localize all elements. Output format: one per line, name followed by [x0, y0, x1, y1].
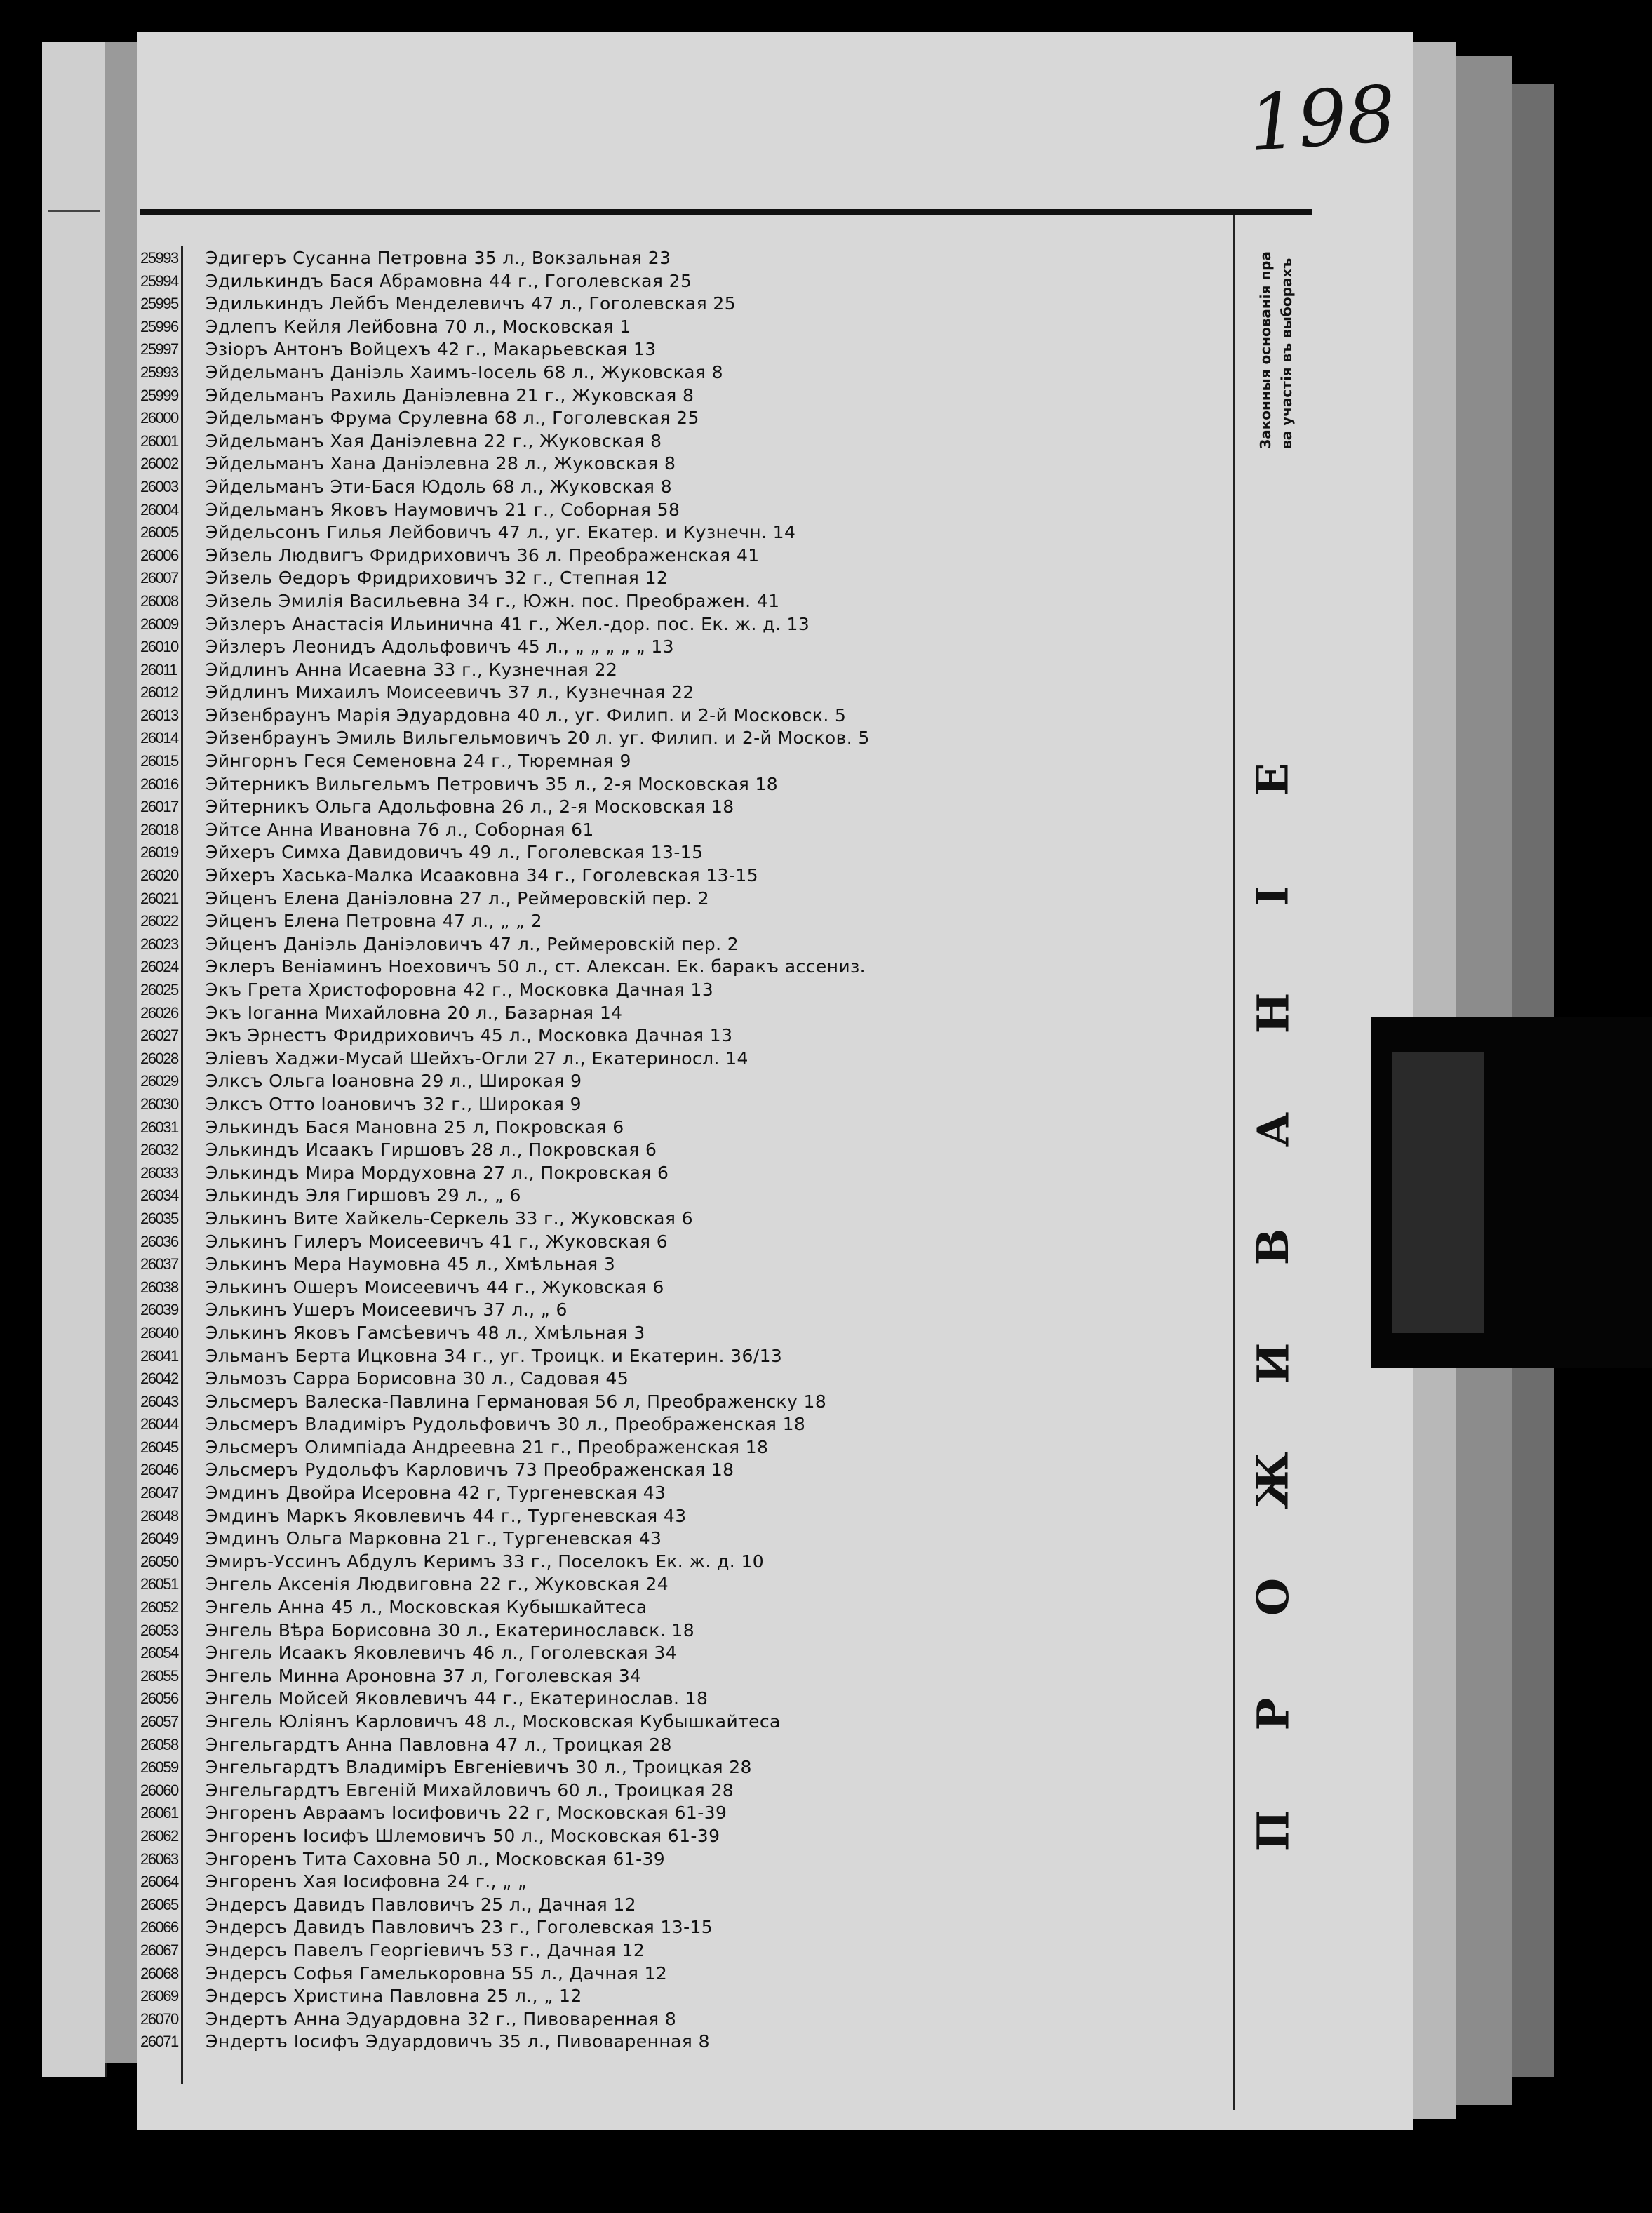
list-item: [140, 1871, 1235, 1894]
entry-number: 26016: [140, 775, 178, 793]
list-item: [140, 1322, 1235, 1345]
side-column-header: [1256, 218, 1305, 449]
entry-text: Эйдлинъ Анна Исаевна 33 г., Кузнечная 22: [206, 659, 618, 680]
list-item: [140, 1985, 1235, 2008]
entry-text: Элькинъ Мера Наумовна 45 л., Хмѣльная 3: [206, 1254, 616, 1275]
entry-text: Энгельгардтъ Евгеній Михайловичъ 60 л., Троицкая 28: [206, 1779, 734, 1800]
entry-text: Элькиндъ Мира Мордуховна 27 л., Покровская 6: [206, 1162, 669, 1183]
entry-text: Эйзенбраунъ Марія Эдуардовна 40 л., уг. Филип. и 2-й Московск. 5: [206, 704, 847, 726]
entry-number: 26030: [140, 1095, 178, 1113]
entry-number: 26018: [140, 820, 178, 838]
list-item: [140, 247, 1235, 270]
entry-text: Эндерсъ Давидъ Павловичъ 25 л., Дачная 12: [206, 1894, 636, 1915]
list-item: [140, 1436, 1235, 1459]
list-item: [140, 636, 1235, 659]
entry-text: Энгель Минна Ароновна 37 л, Гоголевская 34: [206, 1665, 642, 1686]
entry-number: 26022: [140, 912, 178, 930]
list-item: [140, 544, 1235, 568]
list-item: [140, 1939, 1235, 1963]
list-item: [140, 567, 1235, 590]
entry-text: Эйценъ Даніэль Даніэловичъ 47 л., Реймеровскій пер. 2: [206, 933, 739, 954]
entry-number: 26067: [140, 1941, 178, 1959]
entry-number: 26001: [140, 432, 178, 450]
list-item: [140, 316, 1235, 339]
entry-text: Энгель Юліянъ Карловичъ 48 л., Московская Кубышкайтеса: [206, 1711, 781, 1732]
entry-number: 26008: [140, 591, 178, 610]
entry-number: 26052: [140, 1598, 178, 1617]
entry-text: Эйзенбраунъ Эмиль Вильгельмовичъ 20 л. уг. Филип. и 2-й Москов. 5: [206, 728, 870, 749]
list-item: [140, 1299, 1235, 1322]
list-item: [140, 1139, 1235, 1162]
table-top-rule: [140, 209, 1312, 215]
entry-text: Эйзель Өедоръ Фридриховичъ 32 г., Степная 12: [206, 568, 669, 589]
entry-number: 26065: [140, 1895, 178, 1913]
list-item: [140, 1368, 1235, 1391]
entry-text: Эмиръ-Уссинъ Абдулъ Керимъ 33 г., Поселокъ Ек. ж. д. 10: [206, 1551, 765, 1572]
entry-number: 26062: [140, 1826, 178, 1845]
side-word-letter: Р: [1247, 1697, 1298, 1730]
entry-number: 26015: [140, 752, 178, 770]
entry-number: 26056: [140, 1690, 178, 1708]
binder-clip-highlight: [1392, 1052, 1484, 1333]
entry-number: 26028: [140, 1049, 178, 1067]
entry-text: Энгоренъ Авраамъ Іосифовичъ 22 г, Московская 61-39: [206, 1803, 727, 1824]
list-item: [140, 1711, 1235, 1734]
entry-text: Эйценъ Елена Петровна 47 л., „ „ 2: [206, 911, 542, 932]
list-item: [140, 1345, 1235, 1368]
entry-text: Эзіоръ Антонъ Войцехъ 42 г., Макарьевская 13: [206, 339, 657, 360]
entry-number: 25993: [140, 249, 178, 267]
list-item: [140, 1276, 1235, 1299]
list-item: [140, 1002, 1235, 1025]
entry-number: 26045: [140, 1438, 178, 1456]
list-item: [140, 659, 1235, 682]
side-word-letter: І: [1247, 885, 1298, 907]
side-column-word: [1249, 758, 1298, 1852]
entry-number: 26005: [140, 523, 178, 542]
handwritten-page-number: 198: [1245, 68, 1399, 169]
entry-number: 26059: [140, 1758, 178, 1777]
list-item: [140, 704, 1235, 728]
entry-number: 26060: [140, 1781, 178, 1799]
entry-text: Эльмозъ Сарра Борисовна 30 л., Садовая 45: [206, 1368, 629, 1389]
entry-text: Энгоренъ Тита Саховна 50 л., Московская 61-39: [206, 1848, 666, 1869]
list-item: [140, 1894, 1235, 1917]
list-item: [140, 727, 1235, 750]
entry-number: 26027: [140, 1027, 178, 1045]
entry-text: Эйдельманъ Рахиль Даніэлевна 21 г., Жуковская 8: [206, 385, 694, 406]
entry-text: Энгель Аксенія Людвиговна 22 г., Жуковская 24: [206, 1574, 669, 1595]
list-item: [140, 2008, 1235, 2031]
entry-text: Эйдлинъ Михаилъ Моисеевичъ 37 л., Кузнечная 22: [206, 682, 694, 703]
list-item: [140, 1779, 1235, 1803]
entry-text: Эндерсъ Софья Гамелькоровна 55 л., Дачная 12: [206, 1963, 668, 1984]
entry-number: 26004: [140, 500, 178, 519]
entry-number: 26050: [140, 1552, 178, 1570]
page-fold-shadow: [105, 42, 137, 2063]
list-item: [140, 1665, 1235, 1688]
entry-number: 26011: [140, 660, 177, 678]
entry-text: Эйзлеръ Леонидъ Адольфовичъ 45 л., „ „ „ „ „ 13: [206, 636, 674, 657]
list-item: [140, 819, 1235, 842]
entry-number: 26058: [140, 1735, 178, 1753]
entry-number: 26013: [140, 706, 178, 724]
entry-text: Эмдинъ Маркъ Яковлевичъ 44 г., Тургеневская 43: [206, 1505, 687, 1526]
list-item: [140, 1482, 1235, 1505]
entry-number: 25994: [140, 272, 178, 290]
entry-text: Эйзель Людвигъ Фридриховичъ 36 л. Преображенская 41: [206, 544, 760, 566]
side-word-letter: Е: [1247, 763, 1298, 796]
list-item: [140, 841, 1235, 864]
list-item: [140, 613, 1235, 636]
entry-number: 26064: [140, 1873, 178, 1891]
entry-number: 26036: [140, 1232, 178, 1250]
entry-text: Энгель Исаакъ Яковлевичъ 46 л., Гоголевская 34: [206, 1643, 678, 1664]
entry-number: 26057: [140, 1713, 178, 1730]
entry-number: 26033: [140, 1163, 178, 1182]
entry-number: 25999: [140, 386, 178, 404]
entry-number: 26034: [140, 1186, 178, 1205]
entry-text: Эйдельманъ Хая Даніэлевна 22 г., Жуковская 8: [206, 430, 662, 451]
entry-number: 25995: [140, 295, 178, 313]
entry-text: Эльсмеръ Рудольфъ Карловичъ 73 Преображенская 18: [206, 1459, 734, 1480]
entry-number: 26070: [140, 2010, 178, 2028]
entry-text: Эйтерникъ Ольга Адольфовна 26 л., 2-я Московская 18: [206, 796, 734, 817]
entry-text: Экъ Грета Христофоровна 42 г., Московка Дачная 13: [206, 980, 714, 1000]
entry-number: 26002: [140, 455, 178, 473]
entry-number: 26003: [140, 477, 178, 495]
list-item: [140, 1093, 1235, 1116]
entry-number: 26012: [140, 683, 178, 702]
entry-number: 26021: [140, 889, 178, 907]
entry-number: 26035: [140, 1209, 178, 1227]
list-item: [140, 2031, 1235, 2054]
entry-number: 26023: [140, 935, 178, 953]
list-item: [140, 1687, 1235, 1711]
list-item: [140, 1070, 1235, 1093]
entry-text: Эльсмеръ Владиміръ Рудольфовичъ 30 л., Преображенская 18: [206, 1414, 806, 1435]
entry-number: 26032: [140, 1141, 178, 1159]
entry-text: Эйнгорнъ Геся Семеновна 24 г., Тюремная 9: [206, 751, 631, 772]
entry-number: 26040: [140, 1323, 178, 1342]
entry-number: 26026: [140, 1003, 178, 1022]
list-item: [140, 361, 1235, 385]
list-item: [140, 385, 1235, 408]
entry-text: Элькиндъ Исаакъ Гиршовъ 28 л., Покровская 6: [206, 1139, 657, 1161]
entry-text: Эдигеръ Сусанна Петровна 35 л., Вокзальная 23: [206, 248, 671, 268]
entry-number: 26039: [140, 1301, 178, 1319]
entry-number: 26025: [140, 981, 178, 998]
entry-text: Эклеръ Веніаминъ Ноеховичъ 50 л., ст. Алексан. Ек. баракъ ассениз.: [206, 956, 866, 977]
list-item: [140, 1459, 1235, 1482]
entry-number: 26069: [140, 1987, 178, 2005]
entry-number: 26041: [140, 1346, 178, 1365]
entry-number: 26014: [140, 729, 178, 747]
entry-text: Эліевъ Хаджи-Мусай Шейхъ-Огли 27 л., Екатериносл. 14: [206, 1048, 748, 1069]
entry-text: Эйценъ Елена Даніэловна 27 л., Реймеровскій пер. 2: [206, 888, 710, 909]
list-item: [140, 979, 1235, 1002]
entry-number: 26061: [140, 1804, 178, 1822]
side-word-letter: В: [1247, 1228, 1298, 1265]
entry-text: Эйдельманъ Фрума Срулевна 68 л., Гоголевская 25: [206, 408, 699, 429]
list-item: [140, 750, 1235, 773]
list-item: [140, 1596, 1235, 1619]
entry-text: Экъ Эрнестъ Фридриховичъ 45 л., Московка Дачная 13: [206, 1025, 733, 1046]
entry-number: 25997: [140, 340, 178, 359]
list-item: [140, 1642, 1235, 1665]
list-item: [140, 1184, 1235, 1208]
entry-number: 25993: [140, 363, 178, 381]
list-item: [140, 1024, 1235, 1048]
list-item: [140, 933, 1235, 956]
side-word-letter: Н: [1247, 992, 1298, 1034]
entry-text: Элькинъ Гилеръ Моисеевичъ 41 г., Жуковская 6: [206, 1231, 669, 1252]
entry-text: Эльманъ Берта Ицковна 34 г., уг. Троицк. и Екатерин. 36/13: [206, 1345, 783, 1366]
list-item: [140, 1116, 1235, 1139]
list-item: [140, 1048, 1235, 1071]
entry-number: 26007: [140, 569, 178, 587]
entry-text: Эйдельсонъ Гилья Лейбовичъ 47 л., уг. Екатер. и Кузнечн. 14: [206, 522, 796, 543]
entry-number: 25996: [140, 317, 178, 335]
list-item: [140, 1231, 1235, 1254]
list-item: [140, 270, 1235, 293]
side-word-letter: П: [1247, 1810, 1298, 1852]
list-item: [140, 1802, 1235, 1825]
entry-number: 26000: [140, 409, 178, 427]
voter-list: [140, 247, 1235, 2054]
entry-text: Эдилькиндъ Бася Абрамовна 44 г., Гоголевская 25: [206, 270, 692, 291]
entry-text: Элькинъ Яковъ Гамсѣевичъ 48 л., Хмѣльная 3: [206, 1322, 645, 1343]
list-item: [140, 1756, 1235, 1779]
list-item: [140, 338, 1235, 361]
entry-number: 26037: [140, 1255, 178, 1273]
entry-text: Энгель Вѣра Борисовна 30 л., Екатеринославск. 18: [206, 1619, 695, 1640]
entry-number: 26051: [140, 1575, 178, 1593]
entry-text: Экъ Іоганна Михайловна 20 л., Базарная 14: [206, 1002, 623, 1023]
entry-text: Эндертъ Іосифъ Эдуардовичъ 35 л., Пивоваренная 8: [206, 2031, 710, 2052]
list-item: [140, 1413, 1235, 1436]
entry-text: Элксъ Отто Іоановичъ 32 г., Широкая 9: [206, 1093, 582, 1114]
entry-number: 26071: [140, 2033, 178, 2051]
side-word-letter: Ж: [1247, 1451, 1299, 1509]
entry-text: Энгоренъ Іосифъ Шлемовичъ 50 л., Московская 61-39: [206, 1825, 720, 1846]
entry-number: 26043: [140, 1392, 178, 1410]
list-item: [140, 1505, 1235, 1528]
entry-number: 26029: [140, 1072, 178, 1090]
list-item: [140, 453, 1235, 476]
entry-number: 26009: [140, 615, 178, 633]
entry-text: Эльсмеръ Валеска-Павлина Германовая 56 л, Преображенску 18: [206, 1391, 827, 1412]
entry-number: 26053: [140, 1621, 178, 1639]
entry-text: Элькинъ Ушеръ Моисеевичъ 37 л., „ 6: [206, 1299, 568, 1321]
side-word-letter: О: [1247, 1578, 1298, 1617]
entry-number: 26042: [140, 1370, 178, 1388]
list-item: [140, 773, 1235, 796]
list-item: [140, 1573, 1235, 1596]
entry-text: Эйзель Эмилія Васильевна 34 г., Южн. пос. Преображен. 41: [206, 590, 780, 611]
entry-number: 26047: [140, 1484, 178, 1502]
entry-number: 26068: [140, 1964, 178, 1982]
entry-text: Элькинъ Ошеръ Моисеевичъ 44 г., Жуковская 6: [206, 1276, 664, 1297]
list-item: [140, 910, 1235, 933]
entry-text: Эйдельманъ Хана Даніэлевна 28 л., Жуковская 8: [206, 453, 676, 474]
entry-number: 26010: [140, 638, 178, 656]
entry-text: Эдилькиндъ Лейбъ Менделевичъ 47 л., Гоголевская 25: [206, 293, 737, 314]
entry-text: Эйтерникъ Вильгельмъ Петровичъ 35 л., 2-я Московская 18: [206, 773, 779, 794]
entry-number: 26046: [140, 1461, 178, 1479]
entry-number: 26054: [140, 1644, 178, 1662]
entry-text: Эйдельманъ Яковъ Наумовичъ 21 г., Соборная 58: [206, 499, 680, 520]
entry-number: 26066: [140, 1918, 178, 1937]
list-item: [140, 476, 1235, 499]
list-item: [140, 864, 1235, 888]
entry-text: Энгельгардтъ Владиміръ Евгеніевичъ 30 л., Троицкая 28: [206, 1757, 752, 1778]
list-item: [140, 681, 1235, 704]
entry-number: 26044: [140, 1415, 178, 1433]
entry-text: Эмдинъ Двойра Исеровна 42 г, Тургеневская 43: [206, 1483, 666, 1504]
entry-number: 26017: [140, 798, 178, 816]
list-item: [140, 1848, 1235, 1871]
entry-text: Эндерсъ Павелъ Георгіевичъ 53 г., Дачная 12: [206, 1939, 645, 1960]
list-item: [140, 1916, 1235, 1939]
entry-number: 26049: [140, 1530, 178, 1548]
entry-text: Эльсмеръ Олимпіада Андреевна 21 г., Преображенская 18: [206, 1436, 769, 1457]
list-item: [140, 956, 1235, 979]
list-item: [140, 1208, 1235, 1231]
list-item: [140, 1391, 1235, 1414]
entry-text: Эйхеръ Хаська-Малка Исааковна 34 г., Гоголевская 13-15: [206, 865, 758, 886]
list-item: [140, 407, 1235, 430]
entry-text: Эндерсъ Давидъ Павловичъ 23 г., Гоголевская 13-15: [206, 1917, 713, 1938]
entry-text: Энгель Мойсей Яковлевичъ 44 г., Екатеринослав. 18: [206, 1688, 709, 1709]
entry-number: 26020: [140, 867, 178, 885]
list-item: [140, 1734, 1235, 1757]
entry-number: 26031: [140, 1118, 178, 1136]
entry-text: Эдлепъ Кейля Лейбовна 70 л., Московская 1: [206, 316, 631, 337]
side-word-letter: И: [1247, 1342, 1298, 1384]
entry-text: Элксъ Ольга Іоановна 29 л., Широкая 9: [206, 1071, 582, 1092]
entry-text: Элькиндъ Бася Мановна 25 л, Покровская 6: [206, 1116, 624, 1137]
entry-text: Элькиндъ Эля Гиршовъ 29 л., „ 6: [206, 1185, 521, 1206]
entry-text: Энгель Анна 45 л., Московская Кубышкайтеса: [206, 1597, 647, 1618]
entry-text: Энгельгардтъ Анна Павловна 47 л., Троицкая 28: [206, 1734, 672, 1755]
entry-number: 26024: [140, 958, 178, 976]
entry-text: Эндертъ Анна Эдуардовна 32 г., Пивоваренная 8: [206, 2008, 677, 2029]
list-item: [140, 590, 1235, 613]
entry-text: Эйдельманъ Даніэль Хаимъ-Іосель 68 л., Жуковская 8: [206, 361, 723, 382]
entry-text: Энгоренъ Хая Іосифовна 24 г., „ „: [206, 1871, 528, 1892]
list-item: [140, 293, 1235, 316]
entry-number: 26048: [140, 1506, 178, 1525]
side-word-letter: А: [1247, 1112, 1298, 1148]
list-item: [140, 1825, 1235, 1848]
list-item: [140, 499, 1235, 522]
list-item: [140, 1162, 1235, 1185]
entry-number: 26006: [140, 546, 178, 564]
previous-page-strip: [42, 42, 107, 2077]
list-item: [140, 1527, 1235, 1551]
entry-text: Эмдинъ Ольга Марковна 21 г., Тургеневская 43: [206, 1528, 662, 1549]
list-item: [140, 1253, 1235, 1276]
list-item: [140, 888, 1235, 911]
entry-number: 26063: [140, 1850, 178, 1868]
entry-text: Эйтсе Анна Ивановна 76 л., Соборная 61: [206, 819, 594, 840]
entry-number: 26055: [140, 1666, 178, 1685]
entry-text: Элькинъ Вите Хайкель-Серкель 33 г., Жуковская 6: [206, 1208, 693, 1229]
side-header-line-2: ва участія въ выборахъ: [1278, 258, 1295, 449]
entry-text: Эйдельманъ Эти-Бася Юдоль 68 л., Жуковская 8: [206, 476, 673, 497]
side-header-line-1: Законныя основанія пра: [1257, 251, 1274, 449]
list-item: [140, 521, 1235, 544]
list-item: [140, 1963, 1235, 1986]
list-item: [140, 430, 1235, 453]
list-item: [140, 1619, 1235, 1643]
entry-text: Эндерсъ Христина Павловна 25 л., „ 12: [206, 1986, 582, 2007]
entry-text: Эйхеръ Симха Давидовичъ 49 л., Гоголевская 13-15: [206, 842, 704, 863]
list-item: [140, 1551, 1235, 1574]
entry-number: 26038: [140, 1278, 178, 1296]
entry-text: Эйзлеръ Анастасія Ильинична 41 г., Жел.-дор. пос. Ек. ж. д. 13: [206, 613, 810, 634]
entry-number: 26019: [140, 843, 178, 862]
list-item: [140, 796, 1235, 819]
